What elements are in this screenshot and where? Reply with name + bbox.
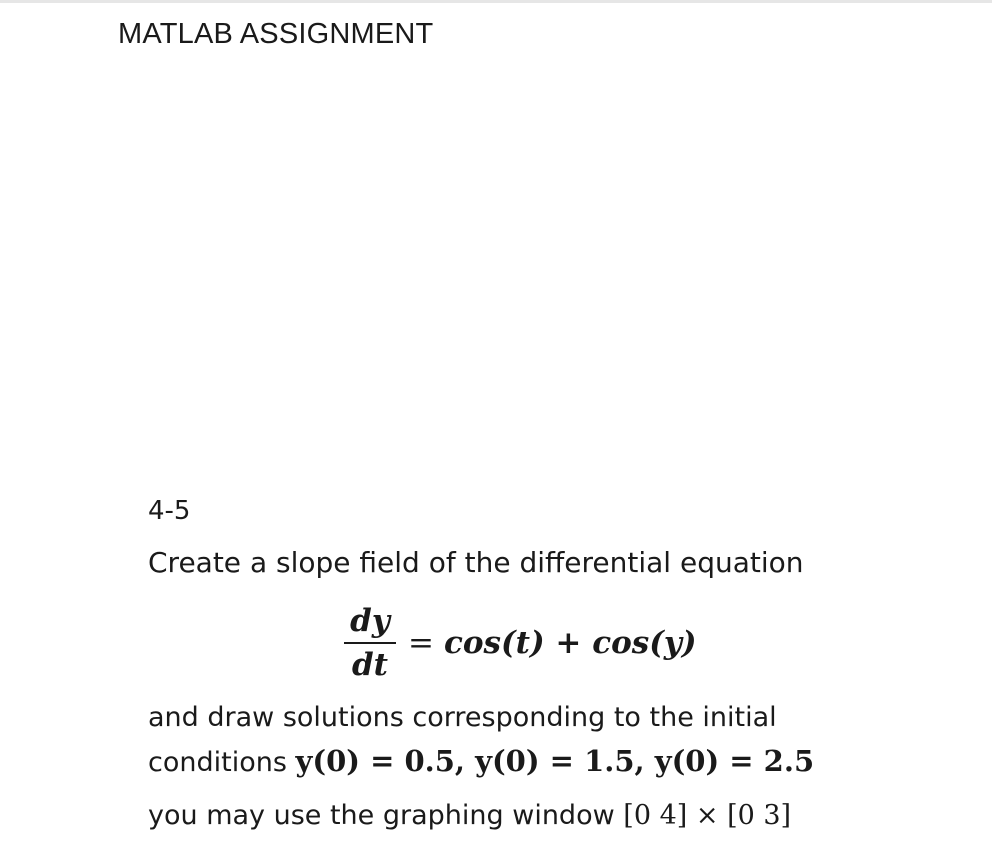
problem-number: 4-5 <box>148 496 191 526</box>
equation-right-hand-side: cos(t) + cos(y) <box>443 625 697 661</box>
page-top-border <box>0 0 992 3</box>
graphing-window: [0 4] × [0 3] <box>623 800 792 831</box>
instruction-line-initial: and draw solutions corresponding to the initial <box>148 702 777 733</box>
initial-conditions: y(0) = 0.5, y(0) = 1.5, y(0) = 2.5 <box>295 744 815 778</box>
differential-equation <box>344 598 697 688</box>
document-title: MATLAB ASSIGNMENT <box>118 18 434 50</box>
instruction-line-window <box>148 800 791 831</box>
window-prefix: you may use the graphing window <box>148 800 615 831</box>
problem-intro: Create a slope field of the differential equation <box>148 546 804 579</box>
derivative-fraction <box>344 602 396 684</box>
fraction-denominator: dt <box>352 647 388 683</box>
instruction-line-conditions <box>148 744 814 778</box>
fraction-numerator: dy <box>350 603 390 639</box>
conditions-prefix: conditions <box>148 747 287 778</box>
fraction-bar <box>344 642 396 644</box>
equals-sign: = <box>408 625 434 661</box>
